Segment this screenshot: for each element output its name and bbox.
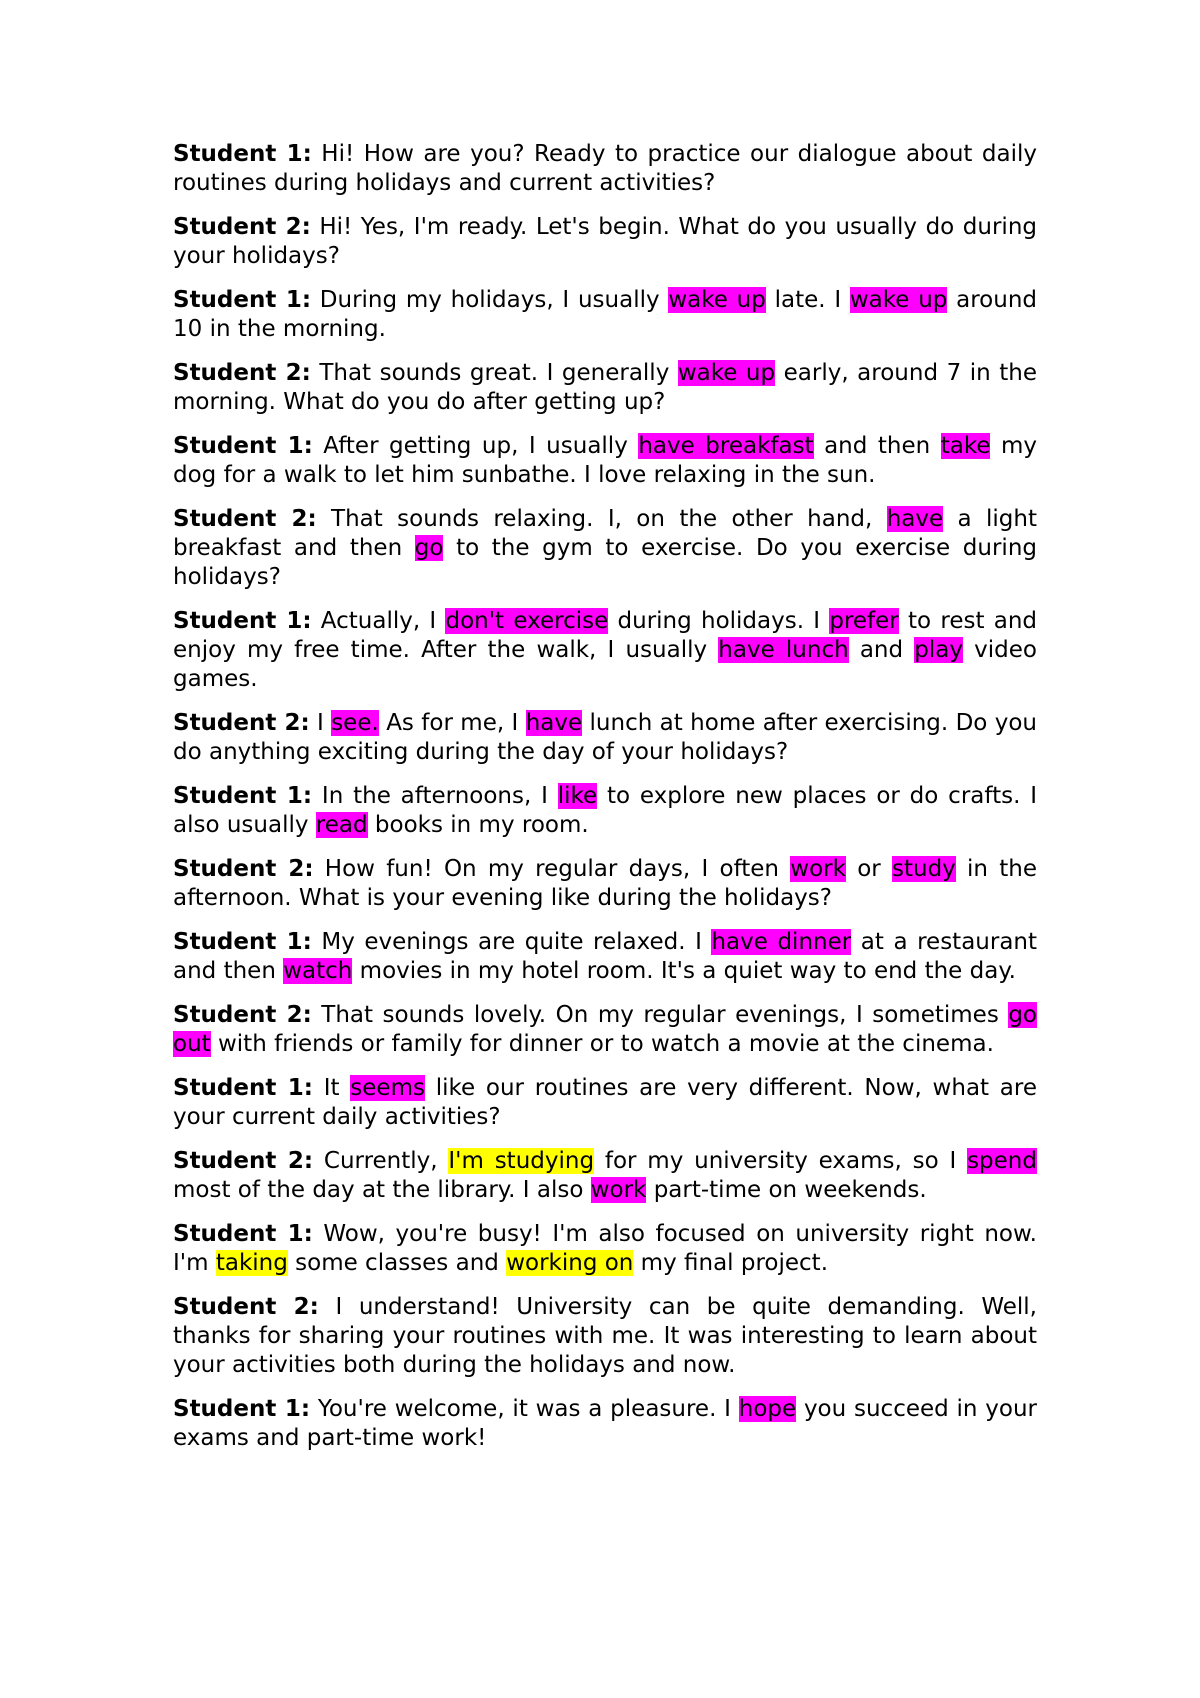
highlighted-verb: work [790, 856, 846, 882]
dialogue-turn [173, 709, 1037, 767]
dialogue-text: to explore new places or do crafts. I also usually [173, 783, 1037, 838]
highlighted-verb: go out [173, 1002, 1037, 1057]
highlighted-verb: hope [738, 1396, 797, 1422]
speaker-label: Student 2: [173, 1002, 312, 1028]
highlighted-verb: don't exercise [445, 608, 609, 634]
highlighted-verb: spend [967, 1148, 1037, 1174]
speaker-label: Student 2: [173, 710, 310, 736]
dialogue-text: That sounds lovely. On my regular evenings, I sometimes [311, 1002, 1009, 1028]
speaker-label: Student 1: [173, 433, 313, 459]
dialogue-text: During my holidays, I usually [311, 287, 669, 313]
dialogue-text: That sounds relaxing. I, on the other hand, [316, 506, 887, 532]
speaker-label: Student 1: [173, 929, 312, 955]
dialogue-text: movies in my hotel room. It's a quiet way to end the day. [352, 958, 1016, 984]
dialogue-text: for my university exams, so I [594, 1148, 968, 1174]
dialogue-text: in the afternoon. What is your evening like during the holidays? [173, 856, 1038, 911]
dialogue-text: my final project. [633, 1250, 829, 1276]
dialogue-text: part-time on weekends. [646, 1177, 927, 1203]
dialogue-text: and [848, 637, 915, 663]
highlighted-verb: seems [350, 1075, 425, 1101]
dialogue-turn [173, 505, 1037, 592]
speaker-label: Student 1: [173, 141, 312, 167]
dialogue-text: with friends or family for dinner or to watch a movie at the cinema. [210, 1031, 994, 1057]
highlighted-verb: play [914, 637, 963, 663]
dialogue-text: It [313, 1075, 351, 1101]
dialogue-text: you succeed in your exams and part-time work! [173, 1396, 1037, 1451]
dialogue-text: In the afternoons, I [312, 783, 558, 809]
speaker-label: Student 2: [173, 856, 314, 882]
highlighted-verb: have [886, 506, 944, 532]
document-page [173, 140, 1037, 1468]
dialogue-text: I understand! University can be quite demanding. Well, thanks for sharing your routines with me. It was interesting to learn about your activities both during the holidays and now. [173, 1294, 1037, 1378]
highlighted-verb: go [414, 535, 444, 561]
dialogue-text: like our routines are very different. Now, what are your current daily activities? [173, 1075, 1037, 1130]
highlighted-verb: wake up [849, 287, 948, 313]
dialogue-turn [173, 1293, 1037, 1380]
dialogue-turn [173, 1074, 1037, 1132]
speaker-label: Student 2: [173, 360, 311, 386]
speaker-label: Student 1: [173, 1221, 313, 1247]
dialogue-text: around 10 in the morning. [173, 287, 1038, 342]
speaker-label: Student 1: [173, 783, 313, 809]
dialogue-text: video games. [173, 637, 1037, 692]
dialogue-text: You're welcome, it was a pleasure. I [310, 1396, 739, 1422]
dialogue-turn [173, 1395, 1037, 1453]
highlighted-verb: see. [331, 710, 379, 736]
dialogue-text: or [845, 856, 892, 882]
dialogue-turn [173, 855, 1037, 913]
dialogue-turn [173, 359, 1037, 417]
dialogue-turn [173, 432, 1037, 490]
highlighted-verb: have [525, 710, 583, 736]
dialogue-text: That sounds great. I generally [310, 360, 678, 386]
speaker-label: Student 2: [173, 1148, 314, 1174]
highlighted-verb: read [315, 812, 368, 838]
dialogue-text: Hi! Yes, I'm ready. Let's begin. What do you usually do during your holidays? [173, 214, 1037, 269]
speaker-label: Student 1: [173, 287, 312, 313]
dialogue-text: at a restaurant and then [173, 929, 1038, 984]
highlighted-verb: taking [215, 1250, 288, 1276]
dialogue-text: I [309, 710, 332, 736]
dialogue-text: lunch at home after exercising. Do you do anything exciting during the day of your holidays? [173, 710, 1038, 765]
dialogue-text: to the gym to exercise. Do you exercise during holidays? [173, 535, 1037, 590]
dialogue-text: late. I [765, 287, 850, 313]
dialogue-text: How fun! On my regular days, I often [313, 856, 791, 882]
highlighted-verb: study [891, 856, 956, 882]
dialogue-text: most of the day at the library. I also [173, 1177, 591, 1203]
highlighted-verb: wake up [668, 287, 766, 313]
dialogue-text: books in my room. [367, 812, 589, 838]
dialogue-turn [173, 1220, 1037, 1278]
dialogue-text: during holidays. I [608, 608, 830, 634]
dialogue-turn [173, 782, 1037, 840]
dialogue-text: some classes and [287, 1250, 507, 1276]
highlighted-verb: like [557, 783, 598, 809]
dialogue-text: to rest and enjoy my free time. After the walk, I usually [173, 608, 1038, 663]
speaker-label: Student 1: [173, 608, 312, 634]
highlighted-verb: have lunch [718, 637, 849, 663]
dialogue-text: My evenings are quite relaxed. I [311, 929, 712, 955]
dialogue-text: After getting up, I usually [312, 433, 639, 459]
speaker-label: Student 1: [173, 1396, 311, 1422]
highlighted-verb: I'm studying [448, 1148, 595, 1174]
dialogue-text: Wow, you're busy! I'm also focused on university right now. I'm [173, 1221, 1037, 1276]
dialogue-text: Currently, [313, 1148, 449, 1174]
dialogue-turn [173, 213, 1037, 271]
dialogue-turn [173, 1001, 1037, 1059]
highlighted-verb: wake up [677, 360, 776, 386]
speaker-label: Student 2: [173, 214, 311, 240]
dialogue-text: Actually, I [311, 608, 446, 634]
dialogue-text: early, around 7 in the morning. What do you do after getting up? [173, 360, 1037, 415]
highlighted-verb: have dinner [711, 929, 852, 955]
dialogue-turn [173, 607, 1037, 694]
dialogue-turn [173, 928, 1037, 986]
highlighted-verb: prefer [829, 608, 899, 634]
speaker-label: Student 2: [173, 506, 317, 532]
dialogue-text: As for me, I [378, 710, 526, 736]
highlighted-verb: work [590, 1177, 647, 1203]
speaker-label: Student 2: [173, 1294, 319, 1320]
dialogue-turn [173, 140, 1037, 198]
highlighted-verb: watch [283, 958, 353, 984]
dialogue-turn [173, 286, 1037, 344]
speaker-label: Student 1: [173, 1075, 314, 1101]
dialogue-turn [173, 1147, 1037, 1205]
highlighted-verb: have breakfast [638, 433, 814, 459]
highlighted-verb: working on [506, 1250, 634, 1276]
dialogue-text: and then [813, 433, 941, 459]
dialogue-text: a light breakfast and then [173, 506, 1037, 561]
dialogue-text: Hi! How are you? Ready to practice our dialogue about daily routines during holidays and current activities? [173, 141, 1037, 196]
dialogue-text: my dog for a walk to let him sunbathe. I love relaxing in the sun. [173, 433, 1037, 488]
highlighted-verb: take [940, 433, 991, 459]
